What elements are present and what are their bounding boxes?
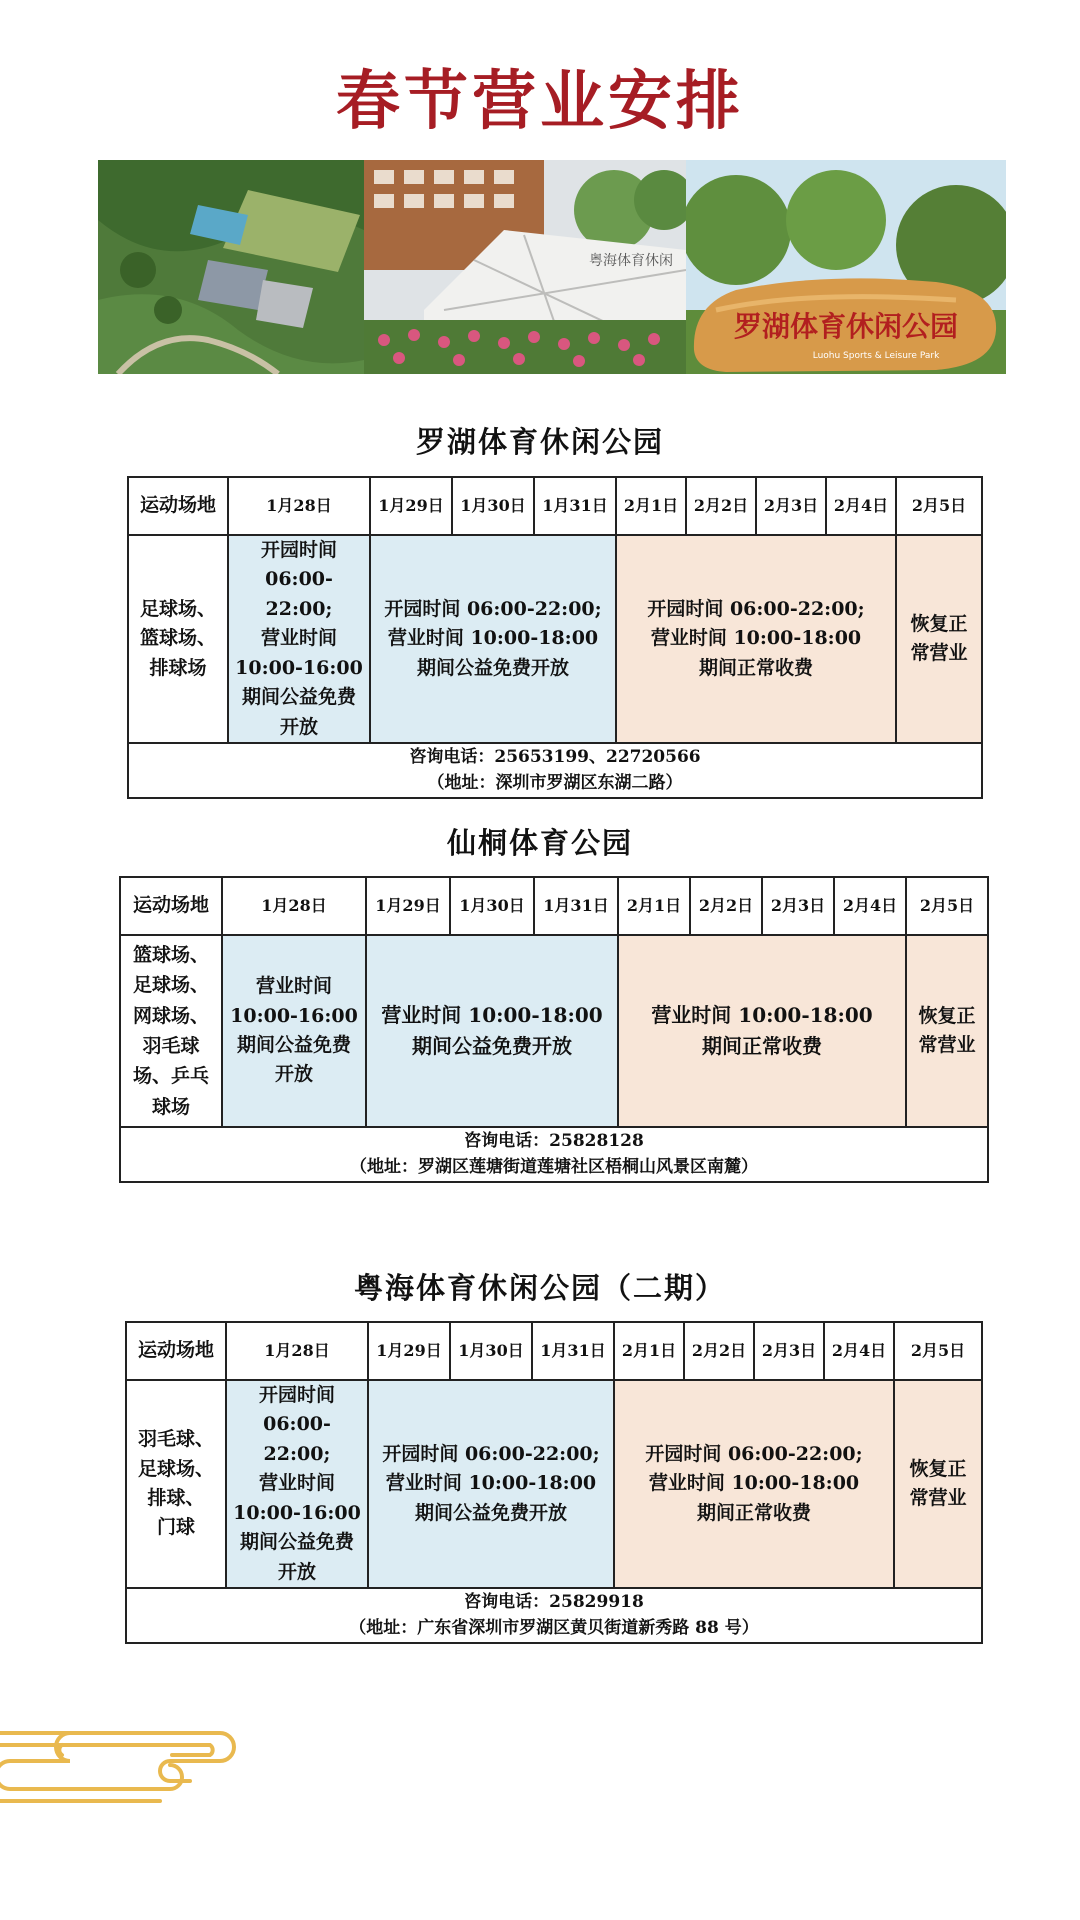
jan28-cell: 开园时间 06:00-22:00; 营业时间 10:00-16:00 期间公益免费 开放 bbox=[226, 1380, 368, 1588]
table-row bbox=[120, 935, 988, 1127]
contact-phone: 咨询电话：25828128 bbox=[464, 1131, 644, 1151]
header-date: 1月28日 bbox=[226, 1322, 368, 1380]
park-wall-photo bbox=[364, 160, 686, 374]
header-date: 1月30日 bbox=[450, 1322, 532, 1380]
header-date: 2月5日 bbox=[896, 477, 982, 535]
header-date: 2月4日 bbox=[826, 477, 896, 535]
jan28-cell: 营业时间 10:00-16:00 期间公益免费 开放 bbox=[222, 935, 366, 1127]
contact-phone: 咨询电话：25653199、22720566 bbox=[409, 747, 701, 768]
address: （地址：广东省深圳市罗湖区黄贝街道新秀路 88 号） bbox=[349, 1618, 759, 1639]
header-date: 2月4日 bbox=[834, 877, 906, 935]
header-date: 2月1日 bbox=[616, 477, 686, 535]
section-title-yuehai: 粤海体育休闲公园（二期） bbox=[353, 1271, 726, 1305]
table-footer-row bbox=[120, 1127, 988, 1182]
stone-sign-text: 罗湖体育休闲公园 bbox=[733, 310, 959, 343]
jan29-31-cell: 开园时间 06:00-22:00; 营业时间 10:00-18:00 期间公益免费开放 bbox=[370, 535, 616, 743]
header-date: 2月2日 bbox=[686, 477, 756, 535]
jan29-31-cell: 开园时间 06:00-22:00; 营业时间 10:00-18:00 期间公益免费开放 bbox=[368, 1380, 614, 1588]
header-date: 2月2日 bbox=[684, 1322, 754, 1380]
venues-cell: 足球场、 篮球场、 排球场 bbox=[128, 535, 228, 743]
header-date: 2月2日 bbox=[690, 877, 762, 935]
jan28-cell: 开园时间 06:00-22:00; 营业时间 10:00-16:00 期间公益免费 开放 bbox=[228, 535, 370, 743]
header-date: 2月3日 bbox=[754, 1322, 824, 1380]
address: （地址：深圳市罗湖区东湖二路） bbox=[427, 773, 683, 794]
table-header-row bbox=[120, 877, 988, 935]
header-date: 1月28日 bbox=[228, 477, 370, 535]
park-stone-sign-photo bbox=[686, 160, 1006, 374]
venues-cell: 篮球场、 足球场、 网球场、 羽毛球 场、乒乓 球场 bbox=[120, 935, 222, 1127]
table-row bbox=[126, 1380, 982, 1588]
header-date: 1月30日 bbox=[452, 477, 534, 535]
section-title-luohu: 罗湖体育休闲公园 bbox=[415, 425, 664, 459]
header-date: 1月28日 bbox=[222, 877, 366, 935]
header-date: 1月29日 bbox=[370, 477, 452, 535]
table-header-row bbox=[128, 477, 982, 535]
header-date: 1月29日 bbox=[366, 877, 450, 935]
table-header-row bbox=[126, 1322, 982, 1380]
jan29-31-cell: 营业时间 10:00-18:00 期间公益免费开放 bbox=[366, 935, 618, 1127]
header-date: 2月3日 bbox=[756, 477, 826, 535]
feb1-4-cell: 营业时间 10:00-18:00 期间正常收费 bbox=[618, 935, 906, 1127]
header-date: 2月5日 bbox=[906, 877, 988, 935]
header-date: 1月30日 bbox=[450, 877, 534, 935]
contact-phone: 咨询电话：25829918 bbox=[464, 1592, 644, 1613]
header-venue: 运动场地 bbox=[120, 877, 222, 935]
header-date: 2月1日 bbox=[618, 877, 690, 935]
photo-banner bbox=[98, 160, 1006, 374]
header-date: 1月29日 bbox=[368, 1322, 450, 1380]
stone-sign-subtext: Luohu Sports & Leisure Park bbox=[812, 351, 940, 361]
feb1-4-cell: 开园时间 06:00-22:00; 营业时间 10:00-18:00 期间正常收费 bbox=[614, 1380, 894, 1588]
header-date: 1月31日 bbox=[534, 477, 616, 535]
schedule-table-luohu bbox=[127, 476, 983, 799]
header-date: 1月31日 bbox=[534, 877, 618, 935]
wall-sign-text: 粤海体育休闲 bbox=[589, 253, 673, 269]
header-venue: 运动场地 bbox=[128, 477, 228, 535]
header-venue: 运动场地 bbox=[126, 1322, 226, 1380]
venues-cell: 羽毛球、 足球场、 排球、 门球 bbox=[126, 1380, 226, 1588]
address: （地址：罗湖区莲塘街道莲塘社区梧桐山风景区南麓） bbox=[350, 1157, 758, 1178]
feb5-cell: 恢复正 常营业 bbox=[894, 1380, 982, 1588]
page-title: 春节营业安排 bbox=[336, 65, 744, 139]
header-date: 2月5日 bbox=[894, 1322, 982, 1380]
schedule-table-yuehai bbox=[125, 1321, 983, 1644]
aerial-park-photo bbox=[98, 160, 364, 374]
cloud-scroll-decoration bbox=[0, 1715, 260, 1805]
header-date: 1月31日 bbox=[532, 1322, 614, 1380]
feb5-cell: 恢复正 常营业 bbox=[896, 535, 982, 743]
table-footer-row bbox=[128, 743, 982, 798]
header-date: 2月1日 bbox=[614, 1322, 684, 1380]
schedule-table-xiantong bbox=[119, 876, 989, 1183]
feb5-cell: 恢复正 常营业 bbox=[906, 935, 988, 1127]
table-row bbox=[128, 535, 982, 743]
table-footer-row bbox=[126, 1588, 982, 1643]
header-date: 2月4日 bbox=[824, 1322, 894, 1380]
section-title-xiantong: 仙桐体育公园 bbox=[446, 826, 633, 860]
header-date: 2月3日 bbox=[762, 877, 834, 935]
feb1-4-cell: 开园时间 06:00-22:00; 营业时间 10:00-18:00 期间正常收费 bbox=[616, 535, 896, 743]
